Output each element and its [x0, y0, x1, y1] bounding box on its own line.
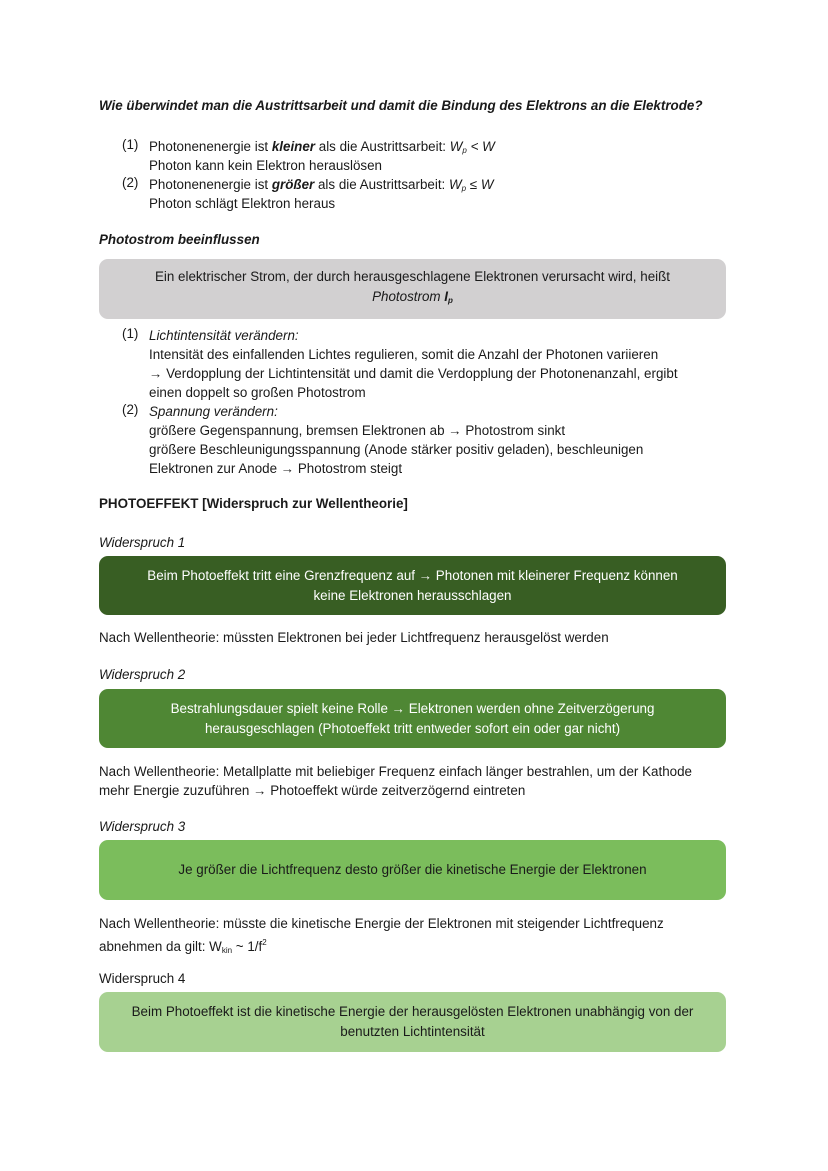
note-line: mehr Energie zuzuführen → Photoeffekt würde zeitverzögernd eintreten	[99, 783, 526, 798]
widerspruch-label: Widerspruch 1	[99, 535, 186, 550]
note-line: Nach Wellentheorie: müsste die kinetische Energie der Elektronen mit steigender Lichtfrequenz	[99, 916, 664, 931]
definition-box	[99, 259, 726, 319]
item-number: (1)	[122, 326, 139, 341]
photoeffekt-heading: PHOTOEFFEKT [Widerspruch zur Wellentheorie]	[99, 496, 408, 511]
definition-line: Ein elektrischer Strom, der durch herausgeschlagene Elektronen verursacht wird, heißt	[154, 269, 671, 284]
widerspruch-box	[99, 840, 726, 900]
widerspruch-label: Widerspruch 4	[99, 971, 186, 986]
box-line: Bestrahlungsdauer spielt keine Rolle → Elektronen werden ohne Zeitverzögerung	[170, 700, 655, 716]
wave-theory-note	[99, 762, 692, 800]
box-line: Beim Photoeffekt ist die kinetische Energie der herausgelösten Elektronen unabhängig von der	[131, 1004, 694, 1019]
case-consequence: Photon kann kein Elektron herauslösen	[149, 158, 383, 173]
item-line: größere Beschleunigungsspannung (Anode stärker positiv geladen), beschleunigen	[149, 442, 644, 457]
box-line: Beim Photoeffekt tritt eine Grenzfrequenz auf → Photonen mit kleinerer Frequenz können	[147, 567, 678, 583]
note-formula-line: abnehmen da gilt: Wkin ~ $1/f^2$	[99, 938, 267, 955]
photostrom-heading: Photostrom beeinflussen	[99, 232, 260, 247]
wave-theory-note: Nach Wellentheorie: müssten Elektronen bei jeder Lichtfrequenz herausgelöst werden	[99, 630, 609, 645]
widerspruch-box	[99, 992, 726, 1052]
box-line: benutzten Lichtintensität	[340, 1024, 485, 1039]
wave-theory-note	[99, 914, 664, 960]
box-line: keine Elektronen herausschlagen	[313, 587, 512, 603]
case-line: Photonenenergie ist größer als die Austrittsarbeit: $W_p \le W$	[149, 177, 494, 193]
item-line: einen doppelt so großen Photostrom	[149, 385, 366, 400]
question-heading: Wie überwindet man die Austrittsarbeit und damit die Bindung des Elektrons an die Elektrode?	[99, 98, 703, 113]
case-number: (2)	[122, 175, 139, 190]
definition-term: Photostrom $I_p$	[372, 289, 453, 305]
case-number: (1)	[122, 137, 139, 152]
widerspruch-label: Widerspruch 3	[99, 819, 186, 834]
box-line: Je größer die Lichtfrequenz desto größer die kinetische Energie der Elektronen	[178, 862, 647, 877]
item-line: Elektronen zur Anode → Photostrom steigt	[149, 461, 403, 476]
note-line: Nach Wellentheorie: Metallplatte mit beliebiger Frequenz einfach länger bestrahlen, um der Kathode	[99, 764, 692, 779]
item-line: → Verdopplung der Lichtintensität und damit die Verdopplung der Photonenanzahl, ergibt	[149, 366, 678, 381]
widerspruch-label: Widerspruch 2	[99, 667, 186, 682]
item-line: Intensität des einfallenden Lichtes regulieren, somit die Anzahl der Photonen variieren	[149, 347, 659, 362]
box-line: herausgeschlagen (Photoeffekt tritt entweder sofort ein oder gar nicht)	[204, 720, 621, 736]
item-title: Lichtintensität verändern:	[149, 328, 299, 343]
item-title: Spannung verändern:	[149, 404, 278, 419]
case-consequence: Photon schlägt Elektron heraus	[149, 196, 336, 211]
item-line: größere Gegenspannung, bremsen Elektronen ab → Photostrom sinkt	[149, 423, 566, 438]
widerspruch-box	[99, 556, 726, 615]
widerspruch-box	[99, 689, 726, 748]
item-number: (2)	[122, 402, 139, 417]
case-line: Photonenenergie ist kleiner als die Austrittsarbeit: $W_p < W$	[149, 139, 495, 155]
